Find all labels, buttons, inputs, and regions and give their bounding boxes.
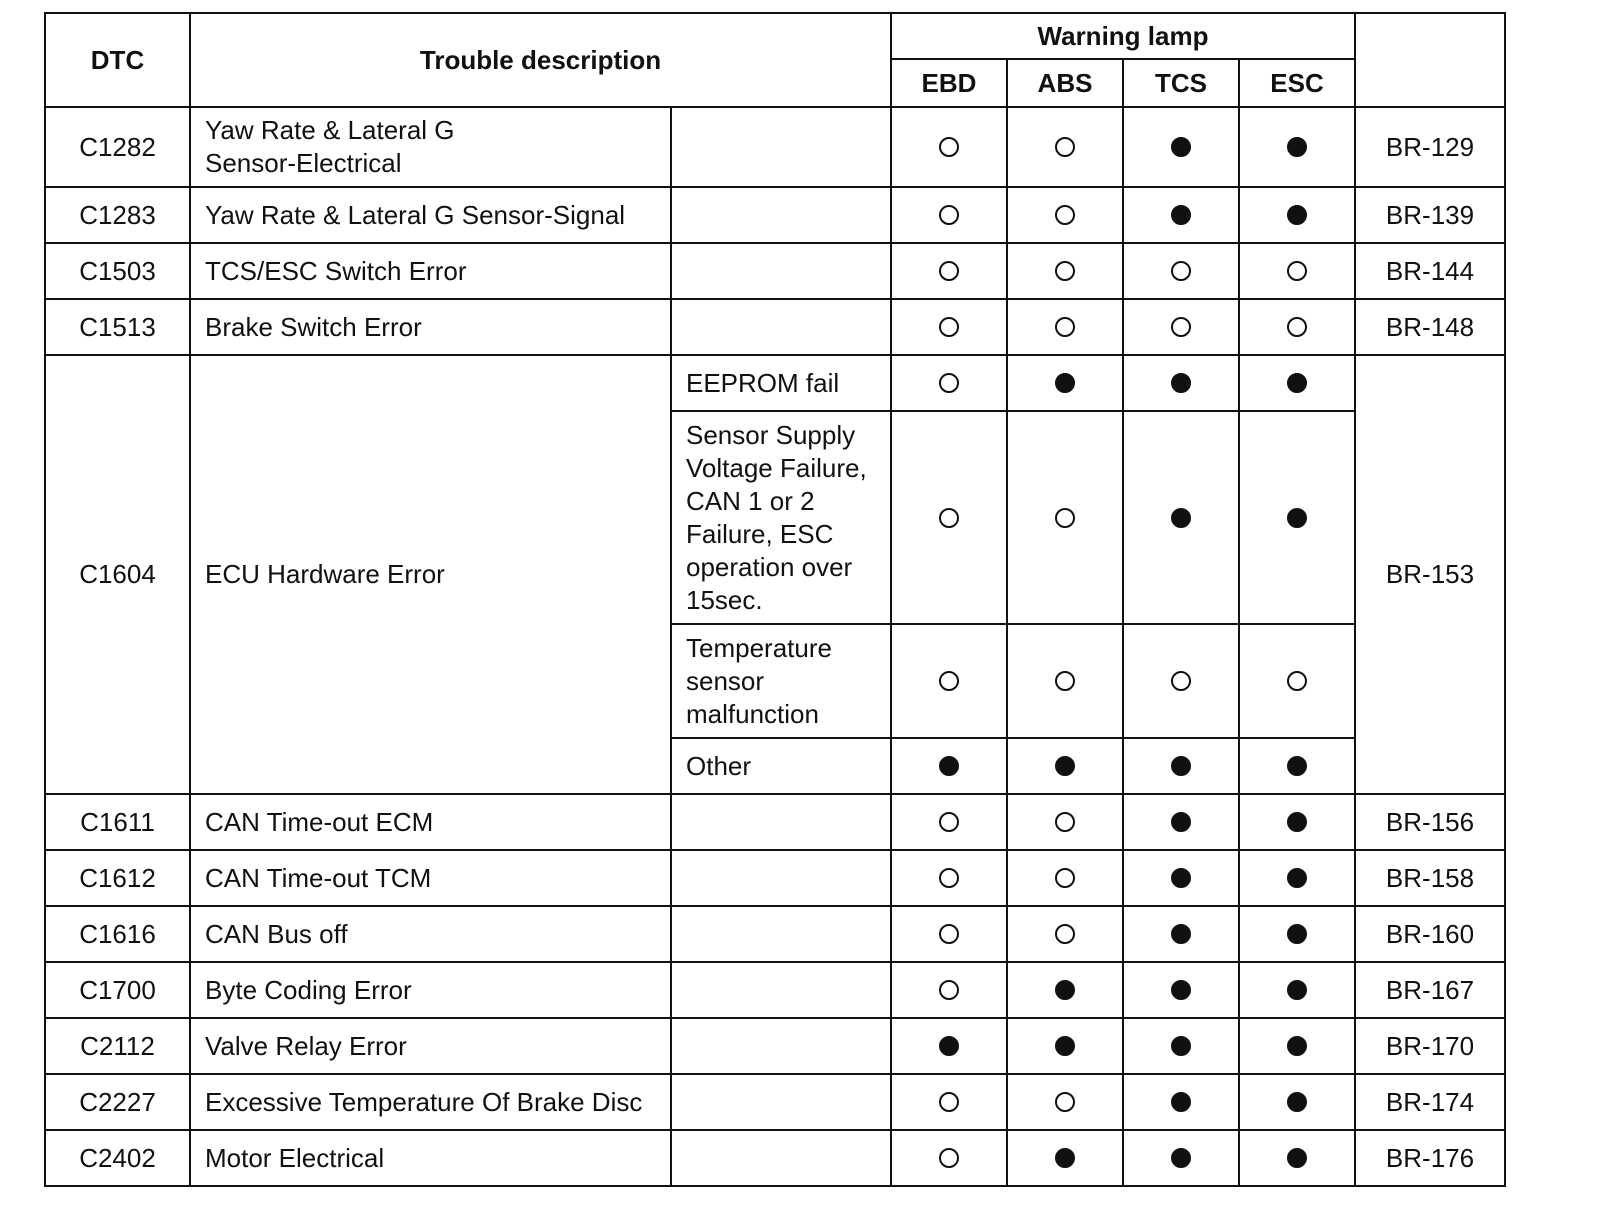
dtc-code: C1604 <box>45 355 190 794</box>
dtc-code: C2227 <box>45 1074 190 1130</box>
ebd-lamp-cell <box>891 962 1007 1018</box>
trouble-description: CAN Bus off <box>190 906 671 962</box>
open-circle-icon <box>1055 137 1075 157</box>
open-circle-icon <box>939 508 959 528</box>
header-dtc: DTC <box>45 13 190 107</box>
open-circle-icon <box>939 261 959 281</box>
table-body <box>45 107 1505 1186</box>
page-reference: BR-160 <box>1355 906 1505 962</box>
table-row <box>45 299 1505 355</box>
filled-circle-icon <box>1287 868 1307 888</box>
open-circle-icon <box>1055 317 1075 337</box>
esc-lamp-cell <box>1239 187 1355 243</box>
abs-lamp-cell <box>1007 738 1123 794</box>
filled-circle-icon <box>1055 1148 1075 1168</box>
abs-lamp-cell <box>1007 107 1123 187</box>
sub-description <box>671 794 891 850</box>
filled-circle-icon <box>1287 373 1307 393</box>
filled-circle-icon <box>1171 205 1191 225</box>
ebd-lamp-cell <box>891 107 1007 187</box>
open-circle-icon <box>1055 671 1075 691</box>
abs-lamp-cell <box>1007 962 1123 1018</box>
dtc-code: C1700 <box>45 962 190 1018</box>
tcs-lamp-cell <box>1123 738 1239 794</box>
trouble-description: Brake Switch Error <box>190 299 671 355</box>
filled-circle-icon <box>1287 205 1307 225</box>
dtc-table <box>44 12 1506 1187</box>
filled-circle-icon <box>1287 924 1307 944</box>
abs-lamp-cell <box>1007 1130 1123 1186</box>
ebd-lamp-cell <box>891 1018 1007 1074</box>
esc-lamp-cell <box>1239 850 1355 906</box>
sub-description: Sensor Supply Voltage Failure, CAN 1 or 2 Failure, ESC operation over 15sec. <box>671 411 891 624</box>
abs-lamp-cell <box>1007 355 1123 411</box>
open-circle-icon <box>1055 205 1075 225</box>
table-row <box>45 355 1505 411</box>
page-reference: BR-176 <box>1355 1130 1505 1186</box>
filled-circle-icon <box>1287 980 1307 1000</box>
page-reference: BR-167 <box>1355 962 1505 1018</box>
dtc-code: C1611 <box>45 794 190 850</box>
trouble-description: Yaw Rate & Lateral G Sensor-Signal <box>190 187 671 243</box>
table-row <box>45 1018 1505 1074</box>
page-reference: BR-139 <box>1355 187 1505 243</box>
filled-circle-icon <box>1055 1036 1075 1056</box>
trouble-description: Excessive Temperature Of Brake Disc <box>190 1074 671 1130</box>
open-circle-icon <box>1055 1092 1075 1112</box>
open-circle-icon <box>1055 261 1075 281</box>
ebd-lamp-cell <box>891 243 1007 299</box>
filled-circle-icon <box>1287 756 1307 776</box>
filled-circle-icon <box>1287 137 1307 157</box>
dtc-code: C1612 <box>45 850 190 906</box>
esc-lamp-cell <box>1239 355 1355 411</box>
trouble-description: CAN Time-out ECM <box>190 794 671 850</box>
tcs-lamp-cell <box>1123 187 1239 243</box>
sub-description: Other <box>671 738 891 794</box>
esc-lamp-cell <box>1239 1018 1355 1074</box>
table-row <box>45 794 1505 850</box>
ebd-lamp-cell <box>891 1074 1007 1130</box>
tcs-lamp-cell <box>1123 411 1239 624</box>
esc-lamp-cell <box>1239 299 1355 355</box>
filled-circle-icon <box>1055 373 1075 393</box>
abs-lamp-cell <box>1007 299 1123 355</box>
abs-lamp-cell <box>1007 187 1123 243</box>
tcs-lamp-cell <box>1123 962 1239 1018</box>
trouble-description: Yaw Rate & Lateral G Sensor-Electrical <box>190 107 671 187</box>
open-circle-icon <box>939 1092 959 1112</box>
tcs-lamp-cell <box>1123 107 1239 187</box>
dtc-code: C1513 <box>45 299 190 355</box>
filled-circle-icon <box>1171 373 1191 393</box>
abs-lamp-cell <box>1007 624 1123 738</box>
abs-lamp-cell <box>1007 243 1123 299</box>
open-circle-icon <box>939 1148 959 1168</box>
page-reference: BR-156 <box>1355 794 1505 850</box>
filled-circle-icon <box>1055 980 1075 1000</box>
filled-circle-icon <box>939 756 959 776</box>
ebd-lamp-cell <box>891 411 1007 624</box>
dtc-code: C1616 <box>45 906 190 962</box>
filled-circle-icon <box>1055 756 1075 776</box>
dtc-code: C2402 <box>45 1130 190 1186</box>
filled-circle-icon <box>1171 812 1191 832</box>
sub-description: Temperature sensor malfunction <box>671 624 891 738</box>
filled-circle-icon <box>1171 868 1191 888</box>
filled-circle-icon <box>939 1036 959 1056</box>
header-tcs: TCS <box>1123 59 1239 107</box>
open-circle-icon <box>1171 261 1191 281</box>
page-reference: BR-170 <box>1355 1018 1505 1074</box>
header-warning-lamp: Warning lamp <box>891 13 1355 59</box>
table-row <box>45 962 1505 1018</box>
abs-lamp-cell <box>1007 906 1123 962</box>
open-circle-icon <box>939 924 959 944</box>
open-circle-icon <box>939 980 959 1000</box>
table-row <box>45 243 1505 299</box>
ebd-lamp-cell <box>891 624 1007 738</box>
open-circle-icon <box>1171 317 1191 337</box>
table-row <box>45 107 1505 187</box>
abs-lamp-cell <box>1007 1018 1123 1074</box>
open-circle-icon <box>1055 924 1075 944</box>
sub-description <box>671 243 891 299</box>
esc-lamp-cell <box>1239 794 1355 850</box>
esc-lamp-cell <box>1239 962 1355 1018</box>
tcs-lamp-cell <box>1123 1130 1239 1186</box>
open-circle-icon <box>1171 671 1191 691</box>
open-circle-icon <box>1055 868 1075 888</box>
filled-circle-icon <box>1287 1092 1307 1112</box>
sub-description <box>671 1130 891 1186</box>
esc-lamp-cell <box>1239 1130 1355 1186</box>
abs-lamp-cell <box>1007 794 1123 850</box>
open-circle-icon <box>1287 317 1307 337</box>
sub-description <box>671 1074 891 1130</box>
page-reference: BR-129 <box>1355 107 1505 187</box>
header-reference <box>1355 13 1505 107</box>
sub-description <box>671 962 891 1018</box>
table-row <box>45 187 1505 243</box>
open-circle-icon <box>939 868 959 888</box>
tcs-lamp-cell <box>1123 624 1239 738</box>
filled-circle-icon <box>1287 1148 1307 1168</box>
esc-lamp-cell <box>1239 107 1355 187</box>
open-circle-icon <box>939 137 959 157</box>
esc-lamp-cell <box>1239 738 1355 794</box>
filled-circle-icon <box>1171 1148 1191 1168</box>
tcs-lamp-cell <box>1123 850 1239 906</box>
open-circle-icon <box>939 205 959 225</box>
sub-description <box>671 1018 891 1074</box>
open-circle-icon <box>1055 508 1075 528</box>
filled-circle-icon <box>1171 756 1191 776</box>
sub-description <box>671 906 891 962</box>
tcs-lamp-cell <box>1123 1018 1239 1074</box>
dtc-code: C1282 <box>45 107 190 187</box>
dtc-code: C1283 <box>45 187 190 243</box>
tcs-lamp-cell <box>1123 355 1239 411</box>
tcs-lamp-cell <box>1123 1074 1239 1130</box>
open-circle-icon <box>1055 812 1075 832</box>
ebd-lamp-cell <box>891 794 1007 850</box>
filled-circle-icon <box>1287 812 1307 832</box>
ebd-lamp-cell <box>891 1130 1007 1186</box>
trouble-description: Motor Electrical <box>190 1130 671 1186</box>
sub-description <box>671 187 891 243</box>
dtc-code: C1503 <box>45 243 190 299</box>
ebd-lamp-cell <box>891 187 1007 243</box>
page-reference: BR-153 <box>1355 355 1505 794</box>
sub-description <box>671 850 891 906</box>
esc-lamp-cell <box>1239 624 1355 738</box>
filled-circle-icon <box>1171 508 1191 528</box>
ebd-lamp-cell <box>891 906 1007 962</box>
filled-circle-icon <box>1171 1036 1191 1056</box>
abs-lamp-cell <box>1007 1074 1123 1130</box>
abs-lamp-cell <box>1007 411 1123 624</box>
filled-circle-icon <box>1171 1092 1191 1112</box>
trouble-description: ECU Hardware Error <box>190 355 671 794</box>
trouble-description: Valve Relay Error <box>190 1018 671 1074</box>
open-circle-icon <box>939 373 959 393</box>
table-row <box>45 1074 1505 1130</box>
open-circle-icon <box>1287 261 1307 281</box>
open-circle-icon <box>1287 671 1307 691</box>
tcs-lamp-cell <box>1123 794 1239 850</box>
table-row <box>45 906 1505 962</box>
filled-circle-icon <box>1171 924 1191 944</box>
ebd-lamp-cell <box>891 299 1007 355</box>
header-esc: ESC <box>1239 59 1355 107</box>
tcs-lamp-cell <box>1123 906 1239 962</box>
sub-description <box>671 299 891 355</box>
esc-lamp-cell <box>1239 906 1355 962</box>
header-trouble-description: Trouble description <box>190 13 891 107</box>
tcs-lamp-cell <box>1123 299 1239 355</box>
filled-circle-icon <box>1287 508 1307 528</box>
page-reference: BR-148 <box>1355 299 1505 355</box>
abs-lamp-cell <box>1007 850 1123 906</box>
table-row <box>45 850 1505 906</box>
open-circle-icon <box>939 317 959 337</box>
ebd-lamp-cell <box>891 738 1007 794</box>
table-row <box>45 1130 1505 1186</box>
filled-circle-icon <box>1287 1036 1307 1056</box>
open-circle-icon <box>939 671 959 691</box>
sub-description: EEPROM fail <box>671 355 891 411</box>
trouble-description: TCS/ESC Switch Error <box>190 243 671 299</box>
sub-description <box>671 107 891 187</box>
trouble-description: CAN Time-out TCM <box>190 850 671 906</box>
trouble-description: Byte Coding Error <box>190 962 671 1018</box>
esc-lamp-cell <box>1239 1074 1355 1130</box>
header-ebd: EBD <box>891 59 1007 107</box>
page-reference: BR-174 <box>1355 1074 1505 1130</box>
esc-lamp-cell <box>1239 243 1355 299</box>
esc-lamp-cell <box>1239 411 1355 624</box>
ebd-lamp-cell <box>891 355 1007 411</box>
tcs-lamp-cell <box>1123 243 1239 299</box>
page-reference: BR-158 <box>1355 850 1505 906</box>
filled-circle-icon <box>1171 980 1191 1000</box>
filled-circle-icon <box>1171 137 1191 157</box>
header-abs: ABS <box>1007 59 1123 107</box>
ebd-lamp-cell <box>891 850 1007 906</box>
open-circle-icon <box>939 812 959 832</box>
dtc-code: C2112 <box>45 1018 190 1074</box>
page-reference: BR-144 <box>1355 243 1505 299</box>
